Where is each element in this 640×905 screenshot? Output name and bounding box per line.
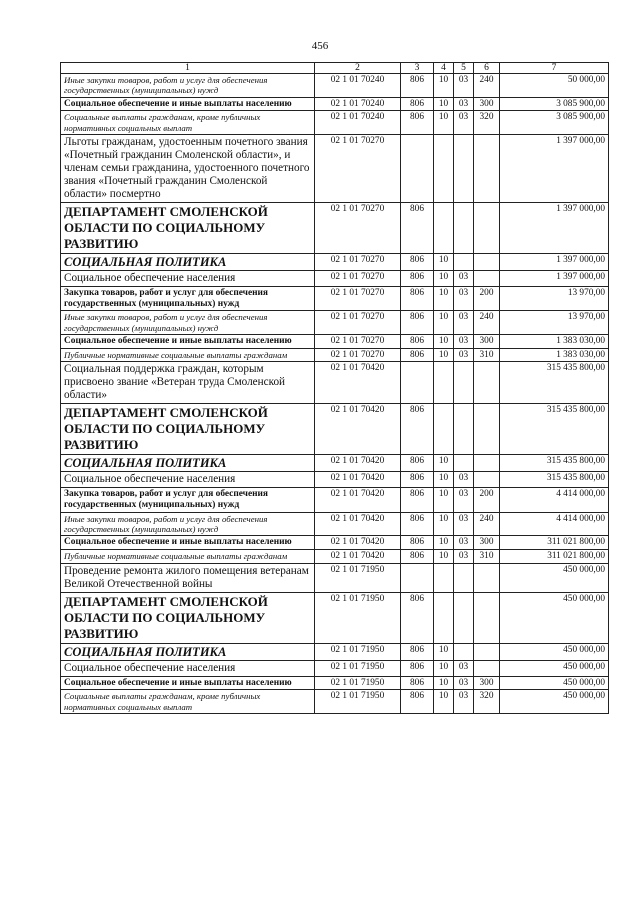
table-row	[61, 455, 609, 472]
admin-code: 806	[401, 287, 434, 311]
subsection-code: 03	[454, 111, 474, 135]
row-name: СОЦИАЛЬНАЯ ПОЛИТИКА	[61, 254, 315, 271]
row-name: СОЦИАЛЬНАЯ ПОЛИТИКА	[61, 455, 315, 472]
admin-code: 806	[401, 404, 434, 455]
expense-type-code: 240	[474, 74, 500, 98]
subsection-code	[454, 592, 474, 643]
subsection-code: 03	[454, 472, 474, 488]
subsection-code	[454, 362, 474, 404]
admin-code: 806	[401, 203, 434, 254]
subsection-code: 03	[454, 348, 474, 362]
admin-code	[401, 135, 434, 203]
amount: 50 000,00	[500, 74, 609, 98]
table-row	[61, 563, 609, 592]
amount: 315 435 800,00	[500, 455, 609, 472]
amount: 1 397 000,00	[500, 203, 609, 254]
expense-type-code	[474, 592, 500, 643]
column-header: 6	[474, 63, 500, 74]
subsection-code	[454, 254, 474, 271]
table-row	[61, 592, 609, 643]
amount: 311 021 800,00	[500, 536, 609, 550]
admin-code: 806	[401, 660, 434, 676]
amount: 4 414 000,00	[500, 488, 609, 512]
row-name: Социальные выплаты гражданам, кроме публичных нормативных социальных выплат	[61, 690, 315, 714]
section-code: 10	[434, 74, 454, 98]
table-row	[61, 643, 609, 660]
admin-code: 806	[401, 74, 434, 98]
admin-code: 806	[401, 690, 434, 714]
amount: 450 000,00	[500, 690, 609, 714]
row-name: ДЕПАРТАМЕНТ СМОЛЕНСКОЙ ОБЛАСТИ ПО СОЦИАЛЬНОМУ РАЗВИТИЮ	[61, 592, 315, 643]
row-name: Закупка товаров, работ и услуг для обеспечения государственных (муниципальных) нужд	[61, 287, 315, 311]
section-code: 10	[434, 335, 454, 349]
admin-code	[401, 362, 434, 404]
expense-type-code: 320	[474, 690, 500, 714]
admin-code: 806	[401, 335, 434, 349]
target-article-code: 02 1 01 70420	[315, 472, 401, 488]
table-row	[61, 97, 609, 111]
section-code: 10	[434, 488, 454, 512]
row-name: Социальное обеспечение и иные выплаты населению	[61, 97, 315, 111]
expense-type-code	[474, 135, 500, 203]
amount: 450 000,00	[500, 563, 609, 592]
expense-type-code	[474, 660, 500, 676]
section-code	[434, 135, 454, 203]
table-row	[61, 111, 609, 135]
section-code: 10	[434, 643, 454, 660]
subsection-code: 03	[454, 536, 474, 550]
row-name: Иные закупки товаров, работ и услуг для обеспечения государственных (муниципальных) нужд	[61, 74, 315, 98]
admin-code: 806	[401, 536, 434, 550]
row-name: Иные закупки товаров, работ и услуг для обеспечения государственных (муниципальных) нужд	[61, 512, 315, 536]
section-code: 10	[434, 536, 454, 550]
expense-type-code	[474, 643, 500, 660]
admin-code: 806	[401, 643, 434, 660]
amount: 450 000,00	[500, 660, 609, 676]
target-article-code: 02 1 01 71950	[315, 643, 401, 660]
target-article-code: 02 1 01 70420	[315, 512, 401, 536]
table-row	[61, 362, 609, 404]
expense-type-code: 300	[474, 676, 500, 690]
expense-type-code: 310	[474, 348, 500, 362]
column-header: 4	[434, 63, 454, 74]
section-code: 10	[434, 111, 454, 135]
admin-code: 806	[401, 254, 434, 271]
section-code	[434, 563, 454, 592]
table-row	[61, 74, 609, 98]
section-code: 10	[434, 97, 454, 111]
amount: 450 000,00	[500, 676, 609, 690]
section-code: 10	[434, 271, 454, 287]
amount: 13 970,00	[500, 311, 609, 335]
target-article-code: 02 1 01 70240	[315, 111, 401, 135]
section-code: 10	[434, 311, 454, 335]
row-name: Социальное обеспечение населения	[61, 472, 315, 488]
target-article-code: 02 1 01 70240	[315, 74, 401, 98]
expense-type-code: 240	[474, 311, 500, 335]
target-article-code: 02 1 01 70420	[315, 404, 401, 455]
expense-type-code	[474, 362, 500, 404]
table-row	[61, 254, 609, 271]
table-row	[61, 135, 609, 203]
admin-code: 806	[401, 348, 434, 362]
table-row	[61, 335, 609, 349]
table-row	[61, 348, 609, 362]
row-name: ДЕПАРТАМЕНТ СМОЛЕНСКОЙ ОБЛАСТИ ПО СОЦИАЛЬНОМУ РАЗВИТИЮ	[61, 203, 315, 254]
section-code: 10	[434, 455, 454, 472]
target-article-code: 02 1 01 70270	[315, 271, 401, 287]
target-article-code: 02 1 01 70420	[315, 550, 401, 564]
target-article-code: 02 1 01 70420	[315, 362, 401, 404]
subsection-code	[454, 203, 474, 254]
expense-type-code: 300	[474, 97, 500, 111]
target-article-code: 02 1 01 70420	[315, 536, 401, 550]
amount: 315 435 800,00	[500, 472, 609, 488]
admin-code: 806	[401, 271, 434, 287]
subsection-code	[454, 643, 474, 660]
table-row	[61, 271, 609, 287]
section-code: 10	[434, 690, 454, 714]
table-row	[61, 203, 609, 254]
row-name: Социальное обеспечение населения	[61, 660, 315, 676]
table-row	[61, 550, 609, 564]
target-article-code: 02 1 01 70270	[315, 135, 401, 203]
admin-code: 806	[401, 512, 434, 536]
row-name: Публичные нормативные социальные выплаты гражданам	[61, 550, 315, 564]
amount: 1 397 000,00	[500, 271, 609, 287]
target-article-code: 02 1 01 70270	[315, 287, 401, 311]
row-name: Социальное обеспечение населения	[61, 271, 315, 287]
row-name: Закупка товаров, работ и услуг для обеспечения государственных (муниципальных) нужд	[61, 488, 315, 512]
section-code: 10	[434, 512, 454, 536]
target-article-code: 02 1 01 71950	[315, 563, 401, 592]
column-header: 5	[454, 63, 474, 74]
column-header: 2	[315, 63, 401, 74]
amount: 315 435 800,00	[500, 404, 609, 455]
table-row	[61, 488, 609, 512]
expense-type-code	[474, 563, 500, 592]
table-row	[61, 311, 609, 335]
target-article-code: 02 1 01 70420	[315, 455, 401, 472]
column-numbers-row	[61, 63, 609, 74]
admin-code: 806	[401, 455, 434, 472]
column-header: 7	[500, 63, 609, 74]
table-body	[61, 63, 609, 714]
amount: 450 000,00	[500, 592, 609, 643]
expense-type-code: 300	[474, 536, 500, 550]
admin-code: 806	[401, 311, 434, 335]
amount: 1 383 030,00	[500, 348, 609, 362]
amount: 450 000,00	[500, 643, 609, 660]
expense-type-code	[474, 271, 500, 287]
column-header: 3	[401, 63, 434, 74]
section-code: 10	[434, 676, 454, 690]
admin-code	[401, 563, 434, 592]
table-row	[61, 512, 609, 536]
expense-type-code	[474, 404, 500, 455]
subsection-code: 03	[454, 271, 474, 287]
row-name: Публичные нормативные социальные выплаты гражданам	[61, 348, 315, 362]
subsection-code: 03	[454, 550, 474, 564]
table-row	[61, 472, 609, 488]
section-code: 10	[434, 287, 454, 311]
section-code	[434, 592, 454, 643]
row-name: Иные закупки товаров, работ и услуг для обеспечения государственных (муниципальных) нужд	[61, 311, 315, 335]
column-header: 1	[61, 63, 315, 74]
row-name: Проведение ремонта жилого помещения ветеранам Великой Отечественной войны	[61, 563, 315, 592]
target-article-code: 02 1 01 71950	[315, 676, 401, 690]
expense-type-code	[474, 455, 500, 472]
expense-type-code	[474, 472, 500, 488]
row-name: Социальное обеспечение и иные выплаты населению	[61, 335, 315, 349]
subsection-code	[454, 404, 474, 455]
subsection-code: 03	[454, 488, 474, 512]
expense-type-code: 320	[474, 111, 500, 135]
table-row	[61, 287, 609, 311]
expense-type-code: 200	[474, 287, 500, 311]
section-code	[434, 362, 454, 404]
table-row	[61, 676, 609, 690]
table-row	[61, 536, 609, 550]
subsection-code	[454, 563, 474, 592]
expense-type-code	[474, 203, 500, 254]
section-code: 10	[434, 348, 454, 362]
amount: 1 383 030,00	[500, 335, 609, 349]
admin-code: 806	[401, 97, 434, 111]
table-row	[61, 404, 609, 455]
table-row	[61, 660, 609, 676]
section-code	[434, 203, 454, 254]
target-article-code: 02 1 01 71950	[315, 690, 401, 714]
subsection-code	[454, 135, 474, 203]
subsection-code: 03	[454, 311, 474, 335]
row-name: Социальное обеспечение и иные выплаты населению	[61, 536, 315, 550]
admin-code: 806	[401, 592, 434, 643]
amount: 1 397 000,00	[500, 135, 609, 203]
subsection-code: 03	[454, 676, 474, 690]
target-article-code: 02 1 01 70270	[315, 348, 401, 362]
amount: 3 085 900,00	[500, 111, 609, 135]
section-code	[434, 404, 454, 455]
subsection-code: 03	[454, 74, 474, 98]
budget-table	[60, 62, 609, 714]
target-article-code: 02 1 01 70270	[315, 203, 401, 254]
admin-code: 806	[401, 472, 434, 488]
page-number: 456	[311, 40, 329, 52]
row-name: ДЕПАРТАМЕНТ СМОЛЕНСКОЙ ОБЛАСТИ ПО СОЦИАЛЬНОМУ РАЗВИТИЮ	[61, 404, 315, 455]
target-article-code: 02 1 01 71950	[315, 660, 401, 676]
subsection-code	[454, 455, 474, 472]
subsection-code: 03	[454, 690, 474, 714]
target-article-code: 02 1 01 70270	[315, 311, 401, 335]
target-article-code: 02 1 01 70270	[315, 335, 401, 349]
section-code: 10	[434, 660, 454, 676]
amount: 311 021 800,00	[500, 550, 609, 564]
subsection-code: 03	[454, 287, 474, 311]
row-name: Социальное обеспечение и иные выплаты населению	[61, 676, 315, 690]
section-code: 10	[434, 472, 454, 488]
amount: 3 085 900,00	[500, 97, 609, 111]
expense-type-code: 200	[474, 488, 500, 512]
amount: 315 435 800,00	[500, 362, 609, 404]
amount: 4 414 000,00	[500, 512, 609, 536]
admin-code: 806	[401, 676, 434, 690]
row-name: Льготы гражданам, удостоенным почетного звания «Почетный гражданин Смоленской области», и членам семьи гражданина, удостоенного почетного звания «Почетный гражданин Смоленской области» посмертно	[61, 135, 315, 203]
expense-type-code: 310	[474, 550, 500, 564]
subsection-code: 03	[454, 335, 474, 349]
admin-code: 806	[401, 111, 434, 135]
target-article-code: 02 1 01 70420	[315, 488, 401, 512]
subsection-code: 03	[454, 660, 474, 676]
amount: 13 970,00	[500, 287, 609, 311]
section-code: 10	[434, 254, 454, 271]
target-article-code: 02 1 01 70270	[315, 254, 401, 271]
target-article-code: 02 1 01 70240	[315, 97, 401, 111]
target-article-code: 02 1 01 71950	[315, 592, 401, 643]
table-row	[61, 690, 609, 714]
row-name: СОЦИАЛЬНАЯ ПОЛИТИКА	[61, 643, 315, 660]
admin-code: 806	[401, 550, 434, 564]
section-code: 10	[434, 550, 454, 564]
subsection-code: 03	[454, 97, 474, 111]
expense-type-code: 300	[474, 335, 500, 349]
amount: 1 397 000,00	[500, 254, 609, 271]
row-name: Социальная поддержка граждан, которым присвоено звание «Ветеран труда Смоленской области»	[61, 362, 315, 404]
admin-code: 806	[401, 488, 434, 512]
row-name: Социальные выплаты гражданам, кроме публичных нормативных социальных выплат	[61, 111, 315, 135]
expense-type-code: 240	[474, 512, 500, 536]
subsection-code: 03	[454, 512, 474, 536]
expense-type-code	[474, 254, 500, 271]
